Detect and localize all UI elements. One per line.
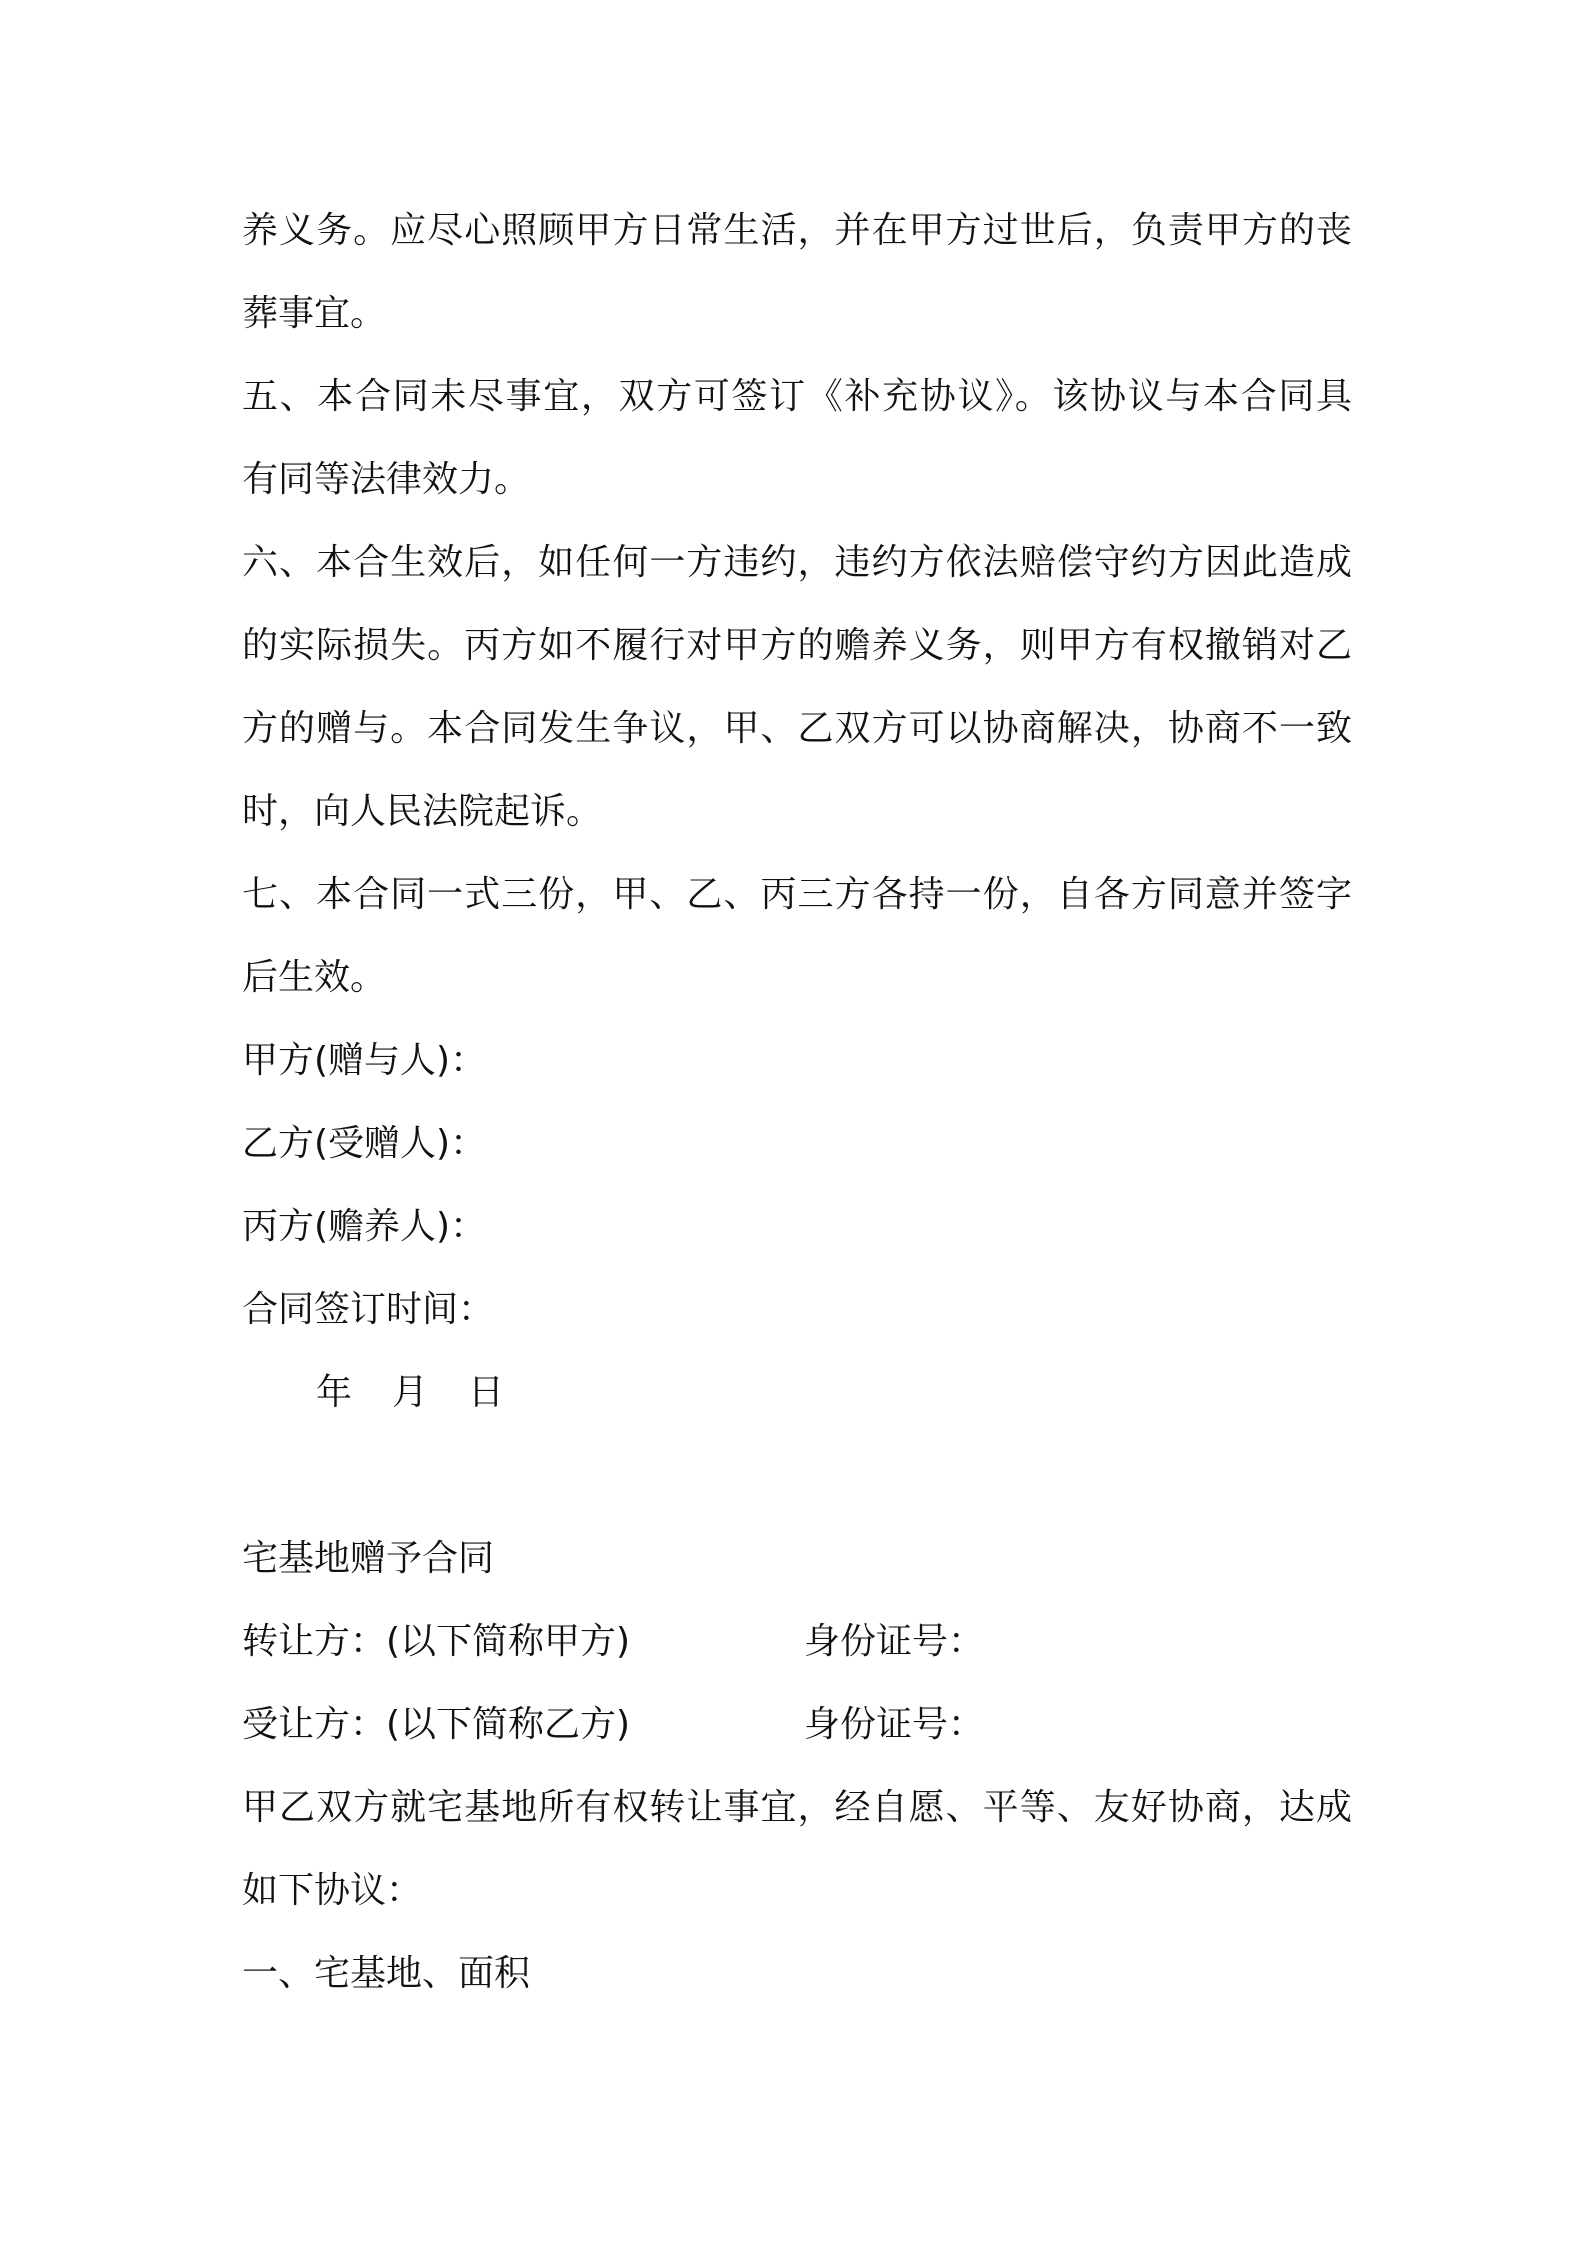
- sign-date-label: 合同签订时间：: [242, 1289, 495, 1330]
- clause-5-line: 五、本合同未尽事宜，双方可签订《补充协议》。该协议与本合同具: [242, 376, 1352, 417]
- clause-7-line: 七、本合同一式三份，甲、乙、丙三方各持一份，自各方同意并签字: [242, 874, 1352, 915]
- sign-date-fields: [242, 1351, 1352, 1434]
- intro-line: 甲乙双方就宅基地所有权转让事宜，经自愿、平等、友好协商，达成: [242, 1787, 1352, 1828]
- signature-party-a: 甲方(赠与人)：: [242, 1040, 487, 1081]
- section-1-heading: 一、宅基地、面积: [242, 1953, 531, 1994]
- clause-6-line: 六、本合生效后，如任何一方违约，违约方依法赔偿守约方因此造成: [242, 542, 1352, 583]
- transferor-row: [242, 1600, 1352, 1683]
- transferee-row: [242, 1683, 1352, 1766]
- paragraph-line: 养义务。应尽心照顾甲方日常生活，并在甲方过世后，负责甲方的丧: [242, 210, 1352, 251]
- date-month: 月: [392, 1372, 429, 1413]
- document-body: [242, 189, 1352, 2015]
- signature-party-c: 丙方(赡养人)：: [242, 1206, 487, 1247]
- date-year: 年: [316, 1372, 353, 1413]
- transferor-id-label: 身份证号：: [804, 1621, 985, 1662]
- date-day: 日: [468, 1372, 505, 1413]
- intro-line: 如下协议：: [242, 1870, 423, 1911]
- clause-6-line: 方的赠与。本合同发生争议，甲、乙双方可以协商解决，协商不一致: [242, 708, 1352, 749]
- signature-party-b: 乙方(受赠人)：: [242, 1123, 487, 1164]
- transferor-label: 转让方：(以下简称甲方): [242, 1621, 631, 1662]
- clause-6-line: 的实际损失。丙方如不履行对甲方的赡养义务，则甲方有权撤销对乙: [242, 625, 1352, 666]
- transferee-id-label: 身份证号：: [804, 1704, 985, 1745]
- contract-title: 宅基地赠予合同: [242, 1538, 495, 1579]
- clause-7-line: 后生效。: [242, 957, 387, 998]
- paragraph-line: 葬事宜。: [242, 293, 387, 334]
- clause-6-line: 时，向人民法院起诉。: [242, 791, 603, 832]
- transferee-label: 受让方：(以下简称乙方): [242, 1704, 631, 1745]
- section-gap: [242, 1434, 1352, 1517]
- clause-5-line: 有同等法律效力。: [242, 459, 531, 500]
